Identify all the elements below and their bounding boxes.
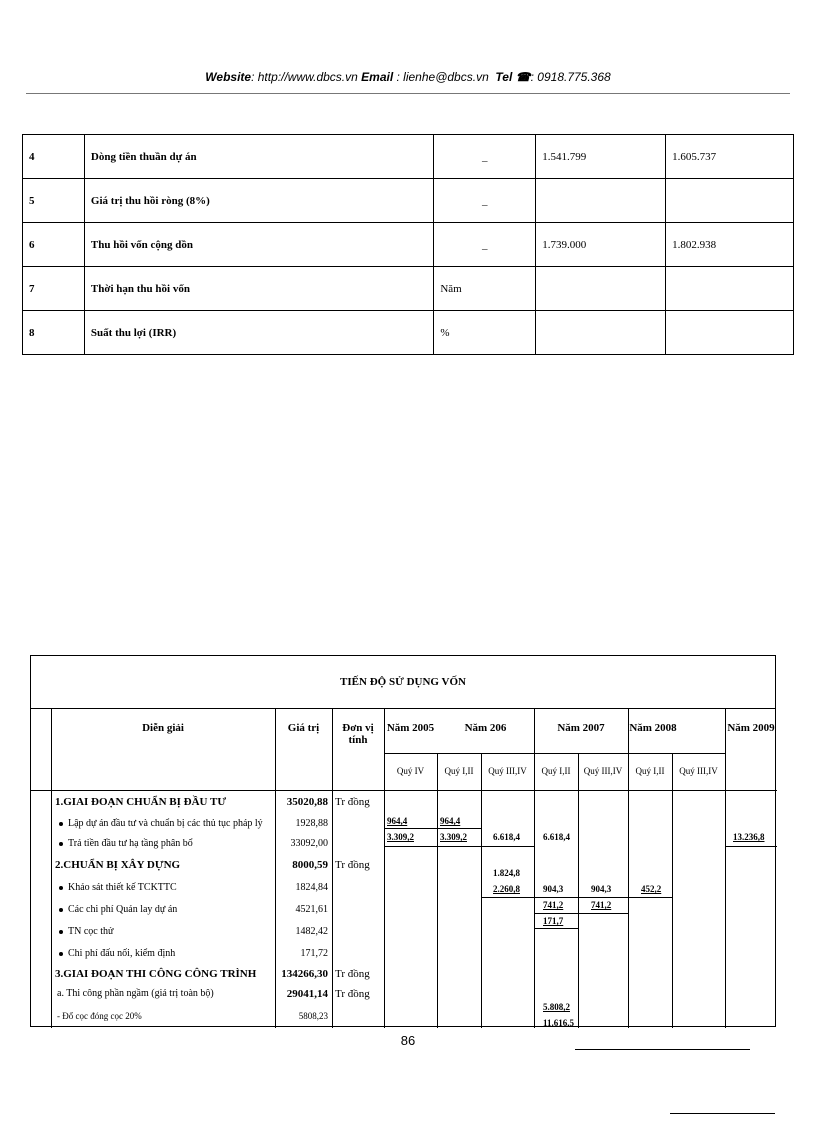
- email-value[interactable]: : lienhe@dbcs.vn: [393, 70, 489, 84]
- row-label: Thời hạn thu hồi vốn: [84, 267, 433, 311]
- schedule-value: 3.309,2: [440, 832, 467, 842]
- row-label: Thu hồi vốn cộng dồn: [84, 223, 433, 267]
- row-value: 1.739.000: [536, 223, 666, 267]
- row-label: Khảo sát thiết kế TCKTTC: [68, 882, 177, 893]
- quarter-label: Quý I,II: [541, 766, 571, 776]
- table-row: [23, 311, 794, 355]
- header-year-2009: Năm 2009: [727, 722, 775, 734]
- row-label: Giá trị thu hồi ròng (8%): [84, 179, 433, 223]
- row-value: 5808,23: [298, 1011, 328, 1021]
- row-label: - Đổ cọc đóng cọc 20%: [57, 1011, 142, 1021]
- table-row: [23, 135, 794, 179]
- row-value: 134266,30: [281, 968, 328, 980]
- quarter-label: Quý I,II: [444, 766, 474, 776]
- row-value: [536, 267, 666, 311]
- table-row: [23, 223, 794, 267]
- header-year-2005: Năm 2005: [386, 722, 435, 734]
- row-value: [666, 311, 794, 355]
- header-divider: [26, 93, 790, 94]
- schedule-value: 13.236,8: [733, 832, 765, 842]
- quarter-label: Quý III,IV: [679, 766, 718, 776]
- header-year-2008: Năm 2008: [629, 722, 677, 734]
- schedule-value: 1.824,8: [493, 868, 520, 878]
- row-value: 1.541.799: [536, 135, 666, 179]
- section-label: 2.CHUẨN BỊ XÂY DỰNG: [55, 859, 181, 871]
- header-don-vi: Đơn vị tính: [342, 722, 374, 746]
- schedule-value: 6.618,4: [543, 832, 570, 842]
- bullet-icon: [59, 908, 63, 912]
- row-unit: _: [434, 179, 536, 223]
- row-label: Trả tiền đầu tư hạ tầng phân bổ: [68, 838, 193, 849]
- tel-value: : 0918.775.368: [530, 70, 611, 84]
- row-unit: _: [434, 223, 536, 267]
- schedule-value: 452,2: [641, 884, 662, 894]
- row-value: 29041,14: [286, 988, 328, 1000]
- row-value: [666, 179, 794, 223]
- quarter-label: Quý I,II: [635, 766, 665, 776]
- schedule-value: 904,3: [591, 884, 612, 894]
- schedule-value: 3.309,2: [387, 832, 414, 842]
- section-label: 3.GIAI ĐOẠN THI CÔNG CÔNG TRÌNH: [55, 968, 257, 980]
- row-label: Lập dự án đầu tư và chuẩn bị các thủ tục pháp lý: [68, 818, 263, 829]
- schedule-value: 964,4: [440, 816, 461, 826]
- row-number: 6: [23, 223, 85, 267]
- section-label: 1.GIAI ĐOẠN CHUẨN BỊ ĐẦU TƯ: [55, 796, 227, 808]
- page-number: 86: [400, 1033, 416, 1048]
- schedule-value: 964,4: [387, 816, 408, 826]
- row-value: 33092,00: [290, 838, 328, 849]
- table-row: [23, 267, 794, 311]
- website-value[interactable]: : http://www.dbcs.vn: [251, 70, 358, 84]
- quarter-label: Quý III,IV: [583, 766, 623, 776]
- financial-indicators-table: [22, 134, 794, 355]
- row-value: 35020,88: [286, 796, 328, 808]
- schedule-value: 2.260,8: [493, 884, 520, 894]
- row-value: 1482,42: [295, 926, 328, 937]
- row-value: 171,72: [300, 948, 328, 959]
- row-value: 1.802.938: [666, 223, 794, 267]
- row-unit: Tr đồng: [335, 968, 370, 980]
- bullet-icon: [59, 930, 63, 934]
- email-label: Email: [361, 70, 394, 84]
- schedule-value: 741,2: [543, 900, 564, 910]
- row-value: 4521,61: [295, 904, 328, 915]
- schedule-value: 11.616,5: [543, 1018, 575, 1027]
- row-number: 7: [23, 267, 85, 311]
- schedule-value: 6.618,4: [493, 832, 520, 842]
- row-label: Suất thu lợi (IRR): [84, 311, 433, 355]
- row-value: 1928,88: [295, 818, 328, 829]
- row-unit: %: [434, 311, 536, 355]
- table-row: [23, 179, 794, 223]
- row-unit: Năm: [434, 267, 536, 311]
- page-header: [0, 70, 816, 84]
- row-label: Các chi phí Quản lay dự án: [68, 904, 178, 915]
- schedule-value: 904,3: [543, 884, 564, 894]
- row-unit: Tr đồng: [335, 796, 370, 808]
- footer-rule: [575, 1049, 750, 1050]
- phone-icon: ☎: [515, 70, 531, 84]
- row-unit: Tr đồng: [335, 859, 370, 871]
- bullet-icon: [59, 822, 63, 826]
- row-unit: _: [434, 135, 536, 179]
- header-dien-giai: Diễn giải: [142, 722, 184, 734]
- schedule-value: 741,2: [591, 900, 612, 910]
- row-number: 5: [23, 179, 85, 223]
- row-number: 4: [23, 135, 85, 179]
- row-label: Chi phí đấu nối, kiểm định: [68, 948, 176, 959]
- footer-rule: [670, 1113, 775, 1114]
- row-label: TN cọc thử: [68, 926, 114, 937]
- bullet-icon: [59, 842, 63, 846]
- bullet-icon: [59, 886, 63, 890]
- schedule-value: 5.808,2: [543, 1002, 570, 1012]
- header-gia-tri: Giá trị: [287, 722, 320, 734]
- bullet-icon: [59, 952, 63, 956]
- row-number: 8: [23, 311, 85, 355]
- row-label: Dòng tiền thuần dự án: [84, 135, 433, 179]
- row-label: a. Thi công phần ngầm (giá trị toàn bộ): [57, 988, 214, 999]
- row-value: 1824,84: [295, 882, 328, 893]
- row-value: 8000,59: [292, 859, 328, 871]
- header-year-2007: Năm 2007: [557, 722, 605, 734]
- capital-schedule-table: [30, 655, 776, 1027]
- row-unit: Tr đồng: [335, 988, 370, 1000]
- table-title: TIẾN ĐỘ SỬ DỤNG VỐN: [31, 656, 775, 709]
- row-value: [536, 179, 666, 223]
- quarter-label: Quý IV: [396, 766, 425, 776]
- row-value: [666, 267, 794, 311]
- row-value: 1.605.737: [666, 135, 794, 179]
- header-year-2006: Năm 206: [464, 722, 507, 734]
- schedule-value: 171,7: [543, 916, 564, 926]
- quarter-label: Quý III,IV: [488, 766, 527, 776]
- tel-label: Tel: [495, 70, 513, 84]
- website-label: Website: [205, 70, 252, 84]
- row-value: [536, 311, 666, 355]
